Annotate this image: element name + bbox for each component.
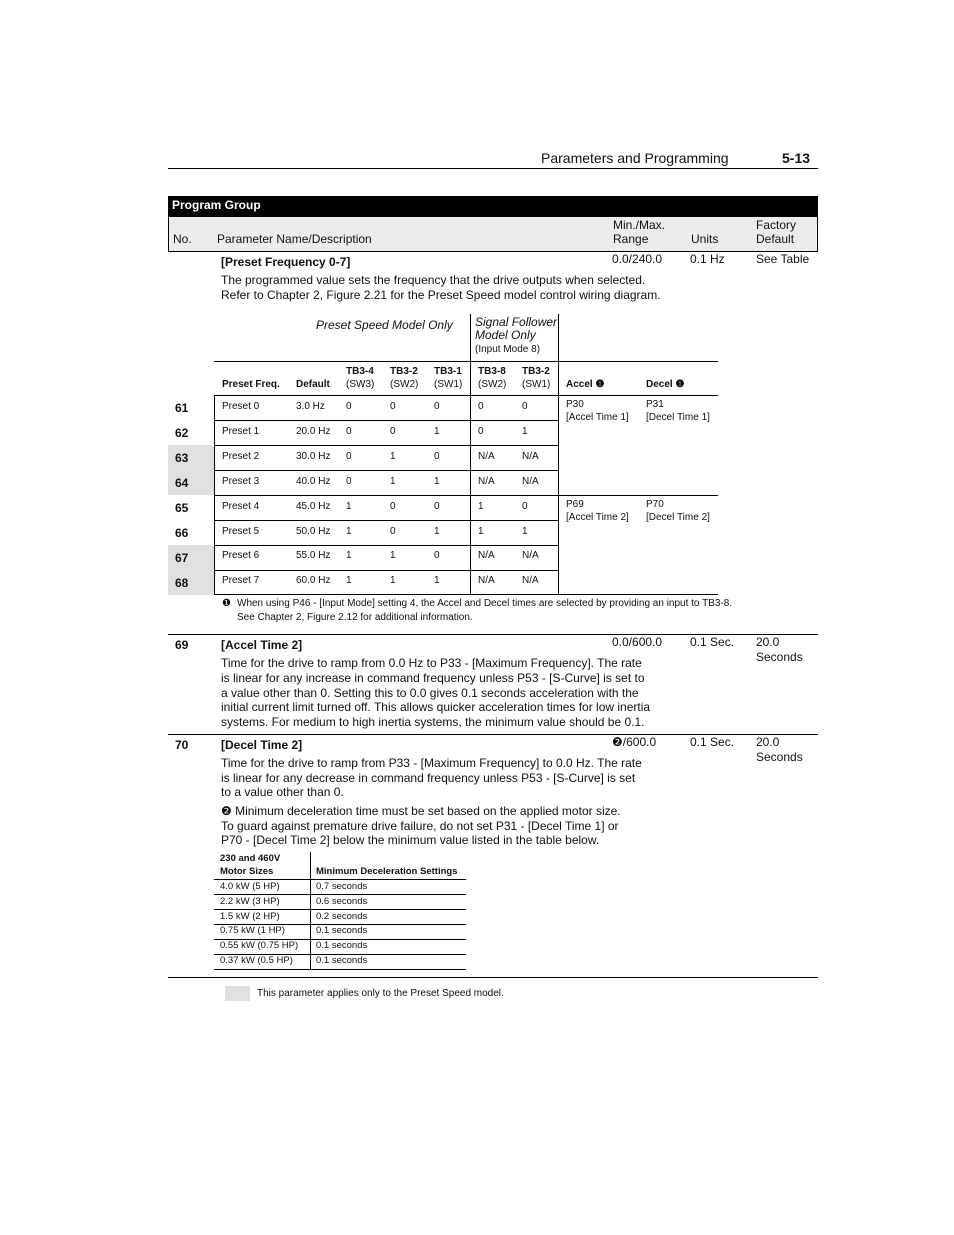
motor-head-2: Motor Sizes bbox=[220, 866, 274, 877]
param-69-desc: initial current limit turned off. This allows quicker acceleration times for low inertia bbox=[221, 700, 651, 714]
tb34-value: 0 bbox=[346, 476, 352, 487]
param-69-desc: Time for the drive to ramp from 0.0 Hz to P33 - [Maximum Frequency]. The rate bbox=[221, 656, 642, 670]
param-70-units: 0.1 Sec. bbox=[690, 735, 735, 749]
param-number: 68 bbox=[168, 570, 214, 595]
param-number: 64 bbox=[168, 470, 214, 495]
tb31-value: 1 bbox=[434, 575, 440, 586]
th-accel: Accel ❶ bbox=[566, 379, 605, 390]
header-rule bbox=[168, 168, 818, 169]
legend-text: This parameter applies only to the Preset Speed model. bbox=[257, 988, 504, 999]
group-divider bbox=[470, 314, 471, 395]
preset-range: 0.0/240.0 bbox=[612, 252, 663, 266]
preset-default: 45.0 Hz bbox=[296, 501, 331, 512]
motor-head-1: 230 and 460V bbox=[220, 853, 281, 864]
min-decel: 0.7 seconds bbox=[316, 881, 368, 892]
motor-size: 4.0 kW (5 HP) bbox=[220, 881, 280, 892]
tb32-value: 1 bbox=[390, 451, 396, 462]
param-70-desc: is linear for any decrease in command frequency unless P53 - [S-Curve] is set bbox=[221, 771, 636, 785]
min-decel: 0.1 seconds bbox=[316, 955, 368, 966]
param-70-default-2: Seconds bbox=[756, 750, 803, 764]
preset-default: 55.0 Hz bbox=[296, 550, 331, 561]
tb32b-value: 1 bbox=[522, 426, 528, 437]
tb32-value: 1 bbox=[390, 476, 396, 487]
tb32b-value: N/A bbox=[522, 451, 539, 462]
legend-swatch bbox=[225, 986, 250, 1001]
table-left-rule bbox=[214, 395, 215, 595]
footnote-marker: ❶ bbox=[222, 598, 231, 609]
param-69-number: 69 bbox=[175, 638, 189, 652]
motor-size: 0.37 kW (0.5 HP) bbox=[220, 955, 293, 966]
tb31-value: 0 bbox=[434, 501, 440, 512]
th-tb34-sw: (SW3) bbox=[346, 379, 375, 390]
col-range-2: Range bbox=[613, 232, 649, 246]
param-70-title: [Decel Time 2] bbox=[221, 738, 303, 752]
preset-name: Preset 0 bbox=[222, 401, 260, 412]
param-70-range: ❷/600.0 bbox=[612, 735, 657, 749]
param-70-note: P70 - [Decel Time 2] below the minimum value listed in the table below. bbox=[221, 833, 600, 847]
param-70-desc: to a value other than 0. bbox=[221, 785, 344, 799]
motor-size: 1.5 kW (2 HP) bbox=[220, 911, 280, 922]
preset-name: Preset 3 bbox=[222, 476, 260, 487]
group-divider-right bbox=[558, 314, 559, 395]
param-number: 63 bbox=[168, 445, 214, 470]
tb34-value: 0 bbox=[346, 401, 352, 412]
th-tb32b-sw: (SW1) bbox=[522, 379, 551, 390]
tb32b-value: N/A bbox=[522, 550, 539, 561]
motor-table-divider bbox=[310, 852, 311, 970]
table-mid-rule bbox=[470, 395, 471, 595]
program-group-bar: Program Group bbox=[168, 196, 818, 217]
th-tb31-sw: (SW1) bbox=[434, 379, 463, 390]
decel-1-param: P31 bbox=[646, 399, 664, 410]
row-rule bbox=[214, 545, 559, 546]
tb38-value: 1 bbox=[478, 526, 484, 537]
tb38-value: 1 bbox=[478, 501, 484, 512]
preset-default: See Table bbox=[756, 252, 810, 266]
col-default-2: Default bbox=[756, 232, 795, 246]
th-tb38: TB3-8 bbox=[478, 366, 506, 377]
param-70-default-1: 20.0 bbox=[756, 735, 780, 749]
signal-follower-sub: (Input Mode 8) bbox=[475, 344, 541, 355]
param-number: 65 bbox=[175, 501, 189, 515]
tb34-value: 1 bbox=[346, 575, 352, 586]
table-bottom-rule bbox=[214, 594, 718, 595]
col-units: Units bbox=[691, 232, 719, 246]
table-right-rule bbox=[558, 395, 559, 595]
tb38-value: N/A bbox=[478, 451, 495, 462]
min-decel: 0.6 seconds bbox=[316, 896, 368, 907]
col-name: Parameter Name/Description bbox=[217, 232, 372, 246]
tb32-value: 1 bbox=[390, 575, 396, 586]
footnote-line-2: See Chapter 2, Figure 2.12 for additional information. bbox=[237, 612, 473, 623]
th-default: Default bbox=[296, 379, 330, 390]
preset-default: 30.0 Hz bbox=[296, 451, 331, 462]
min-decel-head: Minimum Deceleration Settings bbox=[316, 866, 458, 877]
accel-2-name: [Accel Time 2] bbox=[566, 512, 629, 523]
preset-default: 40.0 Hz bbox=[296, 476, 331, 487]
tb31-value: 0 bbox=[434, 451, 440, 462]
param-69-desc: a value other than 0. Setting this to 0.0 gives 0.1 seconds acceleration with the bbox=[221, 686, 639, 700]
row-rule bbox=[214, 520, 559, 521]
table-header-rule bbox=[214, 395, 718, 396]
col-range-1: Min./Max. bbox=[613, 218, 666, 232]
preset-name: Preset 5 bbox=[222, 526, 260, 537]
th-tb32-sw: (SW2) bbox=[390, 379, 419, 390]
tb32-value: 1 bbox=[390, 550, 396, 561]
th-tb32: TB3-2 bbox=[390, 366, 418, 377]
tb32b-value: 0 bbox=[522, 401, 528, 412]
min-decel: 0.1 seconds bbox=[316, 925, 368, 936]
row-rule bbox=[214, 445, 559, 446]
accel-1-param: P30 bbox=[566, 399, 584, 410]
page-section-title: Parameters and Programming bbox=[541, 150, 729, 166]
decel-1-name: [Decel Time 1] bbox=[646, 412, 710, 423]
tb32b-value: 0 bbox=[522, 501, 528, 512]
col-default-1: Factory bbox=[756, 218, 797, 232]
th-preset-freq: Preset Freq. bbox=[222, 379, 280, 390]
param-69-units: 0.1 Sec. bbox=[690, 635, 735, 649]
th-decel: Decel ❶ bbox=[646, 379, 685, 390]
section-bottom-rule bbox=[168, 977, 818, 978]
param-69-desc: systems. For medium to high inertia systems, the minimum value should be 0.1. bbox=[221, 715, 645, 729]
preset-units: 0.1 Hz bbox=[690, 252, 725, 266]
th-tb34: TB3-4 bbox=[346, 366, 374, 377]
motor-rule bbox=[214, 879, 466, 880]
tb34-value: 0 bbox=[346, 426, 352, 437]
param-69-range: 0.0/600.0 bbox=[612, 635, 663, 649]
table-top-rule bbox=[214, 361, 718, 362]
tb34-value: 1 bbox=[346, 550, 352, 561]
tb38-value: 0 bbox=[478, 401, 484, 412]
param-70-note: To guard against premature drive failure, do not set P31 - [Decel Time 1] or bbox=[221, 819, 619, 833]
motor-size: 0.75 kW (1 HP) bbox=[220, 925, 285, 936]
param-70-desc: Time for the drive to ramp from P33 - [Maximum Frequency] to 0.0 Hz. The rate bbox=[221, 756, 642, 770]
param-70-number: 70 bbox=[175, 738, 189, 752]
tb31-value: 1 bbox=[434, 526, 440, 537]
motor-size: 2.2 kW (3 HP) bbox=[220, 896, 280, 907]
row-rule bbox=[214, 495, 718, 496]
preset-default: 3.0 Hz bbox=[296, 401, 325, 412]
preset-desc-1: The programmed value sets the frequency that the drive outputs when selected. bbox=[221, 273, 646, 287]
column-header-row bbox=[168, 217, 818, 252]
preset-default: 20.0 Hz bbox=[296, 426, 331, 437]
preset-title: [Preset Frequency 0-7] bbox=[221, 255, 351, 269]
preset-name: Preset 7 bbox=[222, 575, 260, 586]
accel-1-name: [Accel Time 1] bbox=[566, 412, 629, 423]
preset-name: Preset 2 bbox=[222, 451, 260, 462]
motor-size: 0.55 kW (0.75 HP) bbox=[220, 940, 299, 951]
param-number: 61 bbox=[175, 401, 189, 415]
page-number: 5-13 bbox=[782, 150, 811, 166]
tb31-value: 1 bbox=[434, 476, 440, 487]
preset-name: Preset 6 bbox=[222, 550, 260, 561]
min-decel: 0.1 seconds bbox=[316, 940, 368, 951]
tb38-value: 0 bbox=[478, 426, 484, 437]
preset-name: Preset 4 bbox=[222, 501, 260, 512]
tb31-value: 0 bbox=[434, 550, 440, 561]
tb34-value: 1 bbox=[346, 501, 352, 512]
tb32-value: 0 bbox=[390, 526, 396, 537]
motor-rule bbox=[214, 969, 466, 970]
signal-follower-heading-2: Model Only bbox=[475, 328, 536, 342]
tb38-value: N/A bbox=[478, 476, 495, 487]
param-69-title: [Accel Time 2] bbox=[221, 638, 303, 652]
param-number: 66 bbox=[175, 526, 189, 540]
col-no: No. bbox=[173, 232, 192, 246]
th-tb38-sw: (SW2) bbox=[478, 379, 507, 390]
param-number: 62 bbox=[175, 426, 189, 440]
tb38-value: N/A bbox=[478, 575, 495, 586]
motor-rule bbox=[214, 894, 466, 895]
tb32b-value: N/A bbox=[522, 476, 539, 487]
tb32b-value: 1 bbox=[522, 526, 528, 537]
param-69-desc: is linear for any increase in command frequency unless P53 - [S-Curve] is set to bbox=[221, 671, 645, 685]
row-rule bbox=[214, 470, 559, 471]
signal-follower-heading-1: Signal Follower bbox=[475, 315, 558, 329]
tb31-value: 1 bbox=[434, 426, 440, 437]
motor-rule bbox=[214, 909, 466, 910]
min-decel: 0.2 seconds bbox=[316, 911, 368, 922]
row-rule bbox=[214, 570, 559, 571]
preset-default: 60.0 Hz bbox=[296, 575, 331, 586]
tb32-value: 0 bbox=[390, 501, 396, 512]
tb34-value: 1 bbox=[346, 526, 352, 537]
tb32-value: 0 bbox=[390, 401, 396, 412]
th-tb32b: TB3-2 bbox=[522, 366, 550, 377]
decel-2-param: P70 bbox=[646, 499, 664, 510]
param-70-note: ❷ Minimum deceleration time must be set based on the applied motor size. bbox=[221, 804, 621, 818]
param-69-default-2: Seconds bbox=[756, 650, 803, 664]
accel-2-param: P69 bbox=[566, 499, 584, 510]
preset-name: Preset 1 bbox=[222, 426, 260, 437]
preset-default: 50.0 Hz bbox=[296, 526, 331, 537]
preset-model-heading: Preset Speed Model Only bbox=[316, 318, 453, 332]
footnote-line-1: When using P46 - [Input Mode] setting 4, the Accel and Decel times are selected by providing an input to TB3-8. bbox=[237, 598, 733, 609]
tb32-value: 0 bbox=[390, 426, 396, 437]
preset-desc-2: Refer to Chapter 2, Figure 2.21 for the Preset Speed model control wiring diagram. bbox=[221, 288, 661, 302]
param-number: 67 bbox=[168, 545, 214, 570]
tb32b-value: N/A bbox=[522, 575, 539, 586]
tb38-value: N/A bbox=[478, 550, 495, 561]
tb31-value: 0 bbox=[434, 401, 440, 412]
th-tb31: TB3-1 bbox=[434, 366, 462, 377]
param-69-default-1: 20.0 bbox=[756, 635, 780, 649]
row-rule bbox=[214, 420, 559, 421]
decel-2-name: [Decel Time 2] bbox=[646, 512, 710, 523]
tb34-value: 0 bbox=[346, 451, 352, 462]
